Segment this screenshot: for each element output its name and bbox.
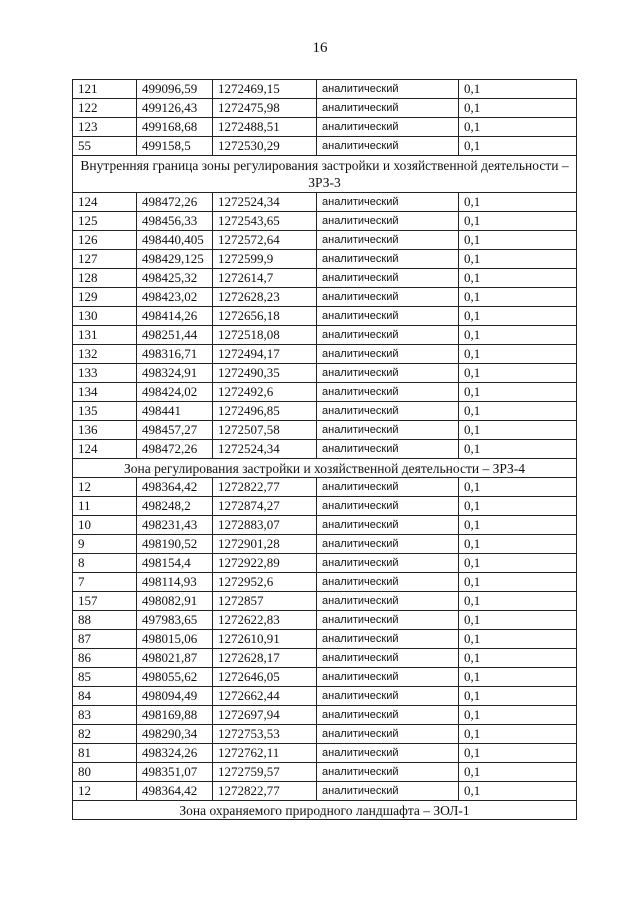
accuracy-cell: 0,1 <box>459 649 577 668</box>
y-coordinate-cell: 1272822,77 <box>213 782 317 801</box>
method-cell: аналитический <box>317 383 459 402</box>
x-coordinate-cell: 498441 <box>137 402 213 421</box>
accuracy-cell: 0,1 <box>459 402 577 421</box>
table-row <box>73 554 577 573</box>
accuracy-cell: 0,1 <box>459 288 577 307</box>
coordinates-table <box>72 79 577 820</box>
method-cell: аналитический <box>317 118 459 137</box>
accuracy-cell: 0,1 <box>459 80 577 99</box>
method-cell: аналитический <box>317 668 459 687</box>
method-cell: аналитический <box>317 497 459 516</box>
x-coordinate-cell: 499168,68 <box>137 118 213 137</box>
x-coordinate-cell: 498324,91 <box>137 364 213 383</box>
x-coordinate-cell: 498457,27 <box>137 421 213 440</box>
accuracy-cell: 0,1 <box>459 364 577 383</box>
y-coordinate-cell: 1272610,91 <box>213 630 317 649</box>
table-row <box>73 687 577 706</box>
accuracy-cell: 0,1 <box>459 668 577 687</box>
table-row <box>73 592 577 611</box>
table-row <box>73 137 577 156</box>
point-number-cell: 134 <box>73 383 137 402</box>
y-coordinate-cell: 1272952,6 <box>213 573 317 592</box>
point-number-cell: 135 <box>73 402 137 421</box>
y-coordinate-cell: 1272572,64 <box>213 231 317 250</box>
point-number-cell: 83 <box>73 706 137 725</box>
y-coordinate-cell: 1272599,9 <box>213 250 317 269</box>
y-coordinate-cell: 1272524,34 <box>213 193 317 212</box>
x-coordinate-cell: 498429,125 <box>137 250 213 269</box>
table-row <box>73 364 577 383</box>
y-coordinate-cell: 1272656,18 <box>213 307 317 326</box>
method-cell: аналитический <box>317 630 459 649</box>
accuracy-cell: 0,1 <box>459 611 577 630</box>
accuracy-cell: 0,1 <box>459 99 577 118</box>
accuracy-cell: 0,1 <box>459 440 577 459</box>
y-coordinate-cell: 1272496,85 <box>213 402 317 421</box>
method-cell: аналитический <box>317 782 459 801</box>
y-coordinate-cell: 1272518,08 <box>213 326 317 345</box>
accuracy-cell: 0,1 <box>459 269 577 288</box>
x-coordinate-cell: 499126,43 <box>137 99 213 118</box>
table-row <box>73 440 577 459</box>
y-coordinate-cell: 1272628,23 <box>213 288 317 307</box>
point-number-cell: 10 <box>73 516 137 535</box>
accuracy-cell: 0,1 <box>459 630 577 649</box>
point-number-cell: 133 <box>73 364 137 383</box>
point-number-cell: 122 <box>73 99 137 118</box>
accuracy-cell: 0,1 <box>459 706 577 725</box>
accuracy-cell: 0,1 <box>459 592 577 611</box>
method-cell: аналитический <box>317 744 459 763</box>
accuracy-cell: 0,1 <box>459 307 577 326</box>
point-number-cell: 125 <box>73 212 137 231</box>
zone-heading-row <box>73 156 577 193</box>
table-row <box>73 668 577 687</box>
method-cell: аналитический <box>317 516 459 535</box>
method-cell: аналитический <box>317 326 459 345</box>
x-coordinate-cell: 498055,62 <box>137 668 213 687</box>
y-coordinate-cell: 1272543,65 <box>213 212 317 231</box>
y-coordinate-cell: 1272530,29 <box>213 137 317 156</box>
table-row <box>73 231 577 250</box>
accuracy-cell: 0,1 <box>459 782 577 801</box>
method-cell: аналитический <box>317 725 459 744</box>
table-row <box>73 763 577 782</box>
point-number-cell: 9 <box>73 535 137 554</box>
table-row <box>73 611 577 630</box>
accuracy-cell: 0,1 <box>459 554 577 573</box>
point-number-cell: 12 <box>73 478 137 497</box>
x-coordinate-cell: 498351,07 <box>137 763 213 782</box>
point-number-cell: 130 <box>73 307 137 326</box>
y-coordinate-cell: 1272759,57 <box>213 763 317 782</box>
y-coordinate-cell: 1272646,05 <box>213 668 317 687</box>
method-cell: аналитический <box>317 706 459 725</box>
zone-heading: Зона охраняемого природного ландшафта – ЗОЛ-1 <box>73 801 577 820</box>
point-number-cell: 87 <box>73 630 137 649</box>
table-row <box>73 478 577 497</box>
x-coordinate-cell: 498169,88 <box>137 706 213 725</box>
accuracy-cell: 0,1 <box>459 212 577 231</box>
accuracy-cell: 0,1 <box>459 744 577 763</box>
accuracy-cell: 0,1 <box>459 763 577 782</box>
point-number-cell: 84 <box>73 687 137 706</box>
y-coordinate-cell: 1272697,94 <box>213 706 317 725</box>
table-row <box>73 80 577 99</box>
method-cell: аналитический <box>317 288 459 307</box>
x-coordinate-cell: 498472,26 <box>137 193 213 212</box>
point-number-cell: 85 <box>73 668 137 687</box>
x-coordinate-cell: 498248,2 <box>137 497 213 516</box>
y-coordinate-cell: 1272901,28 <box>213 535 317 554</box>
y-coordinate-cell: 1272874,27 <box>213 497 317 516</box>
accuracy-cell: 0,1 <box>459 193 577 212</box>
x-coordinate-cell: 498251,44 <box>137 326 213 345</box>
accuracy-cell: 0,1 <box>459 573 577 592</box>
accuracy-cell: 0,1 <box>459 383 577 402</box>
y-coordinate-cell: 1272857 <box>213 592 317 611</box>
point-number-cell: 8 <box>73 554 137 573</box>
method-cell: аналитический <box>317 611 459 630</box>
zone-heading-row <box>73 801 577 820</box>
method-cell: аналитический <box>317 687 459 706</box>
zone-heading: Зона регулирования застройки и хозяйственной деятельности – ЗРЗ-4 <box>73 459 577 478</box>
table-row <box>73 573 577 592</box>
x-coordinate-cell: 498364,42 <box>137 478 213 497</box>
x-coordinate-cell: 498021,87 <box>137 649 213 668</box>
method-cell: аналитический <box>317 649 459 668</box>
x-coordinate-cell: 498231,43 <box>137 516 213 535</box>
accuracy-cell: 0,1 <box>459 687 577 706</box>
point-number-cell: 136 <box>73 421 137 440</box>
point-number-cell: 124 <box>73 440 137 459</box>
table-row <box>73 288 577 307</box>
point-number-cell: 124 <box>73 193 137 212</box>
point-number-cell: 12 <box>73 782 137 801</box>
x-coordinate-cell: 498082,91 <box>137 592 213 611</box>
method-cell: аналитический <box>317 402 459 421</box>
x-coordinate-cell: 498290,34 <box>137 725 213 744</box>
y-coordinate-cell: 1272614,7 <box>213 269 317 288</box>
table-row <box>73 326 577 345</box>
y-coordinate-cell: 1272662,44 <box>213 687 317 706</box>
x-coordinate-cell: 498364,42 <box>137 782 213 801</box>
y-coordinate-cell: 1272753,53 <box>213 725 317 744</box>
y-coordinate-cell: 1272469,15 <box>213 80 317 99</box>
table-row <box>73 402 577 421</box>
x-coordinate-cell: 498472,26 <box>137 440 213 459</box>
table-row <box>73 269 577 288</box>
y-coordinate-cell: 1272524,34 <box>213 440 317 459</box>
table-row <box>73 345 577 364</box>
point-number-cell: 7 <box>73 573 137 592</box>
y-coordinate-cell: 1272488,51 <box>213 118 317 137</box>
method-cell: аналитический <box>317 80 459 99</box>
point-number-cell: 80 <box>73 763 137 782</box>
accuracy-cell: 0,1 <box>459 231 577 250</box>
method-cell: аналитический <box>317 364 459 383</box>
point-number-cell: 132 <box>73 345 137 364</box>
table-row <box>73 250 577 269</box>
table-row <box>73 649 577 668</box>
method-cell: аналитический <box>317 269 459 288</box>
x-coordinate-cell: 498094,49 <box>137 687 213 706</box>
point-number-cell: 81 <box>73 744 137 763</box>
table-row <box>73 99 577 118</box>
table-row <box>73 630 577 649</box>
x-coordinate-cell: 498154,4 <box>137 554 213 573</box>
method-cell: аналитический <box>317 137 459 156</box>
method-cell: аналитический <box>317 421 459 440</box>
y-coordinate-cell: 1272922,89 <box>213 554 317 573</box>
y-coordinate-cell: 1272822,77 <box>213 478 317 497</box>
y-coordinate-cell: 1272475,98 <box>213 99 317 118</box>
point-number-cell: 11 <box>73 497 137 516</box>
x-coordinate-cell: 498424,02 <box>137 383 213 402</box>
x-coordinate-cell: 499096,59 <box>137 80 213 99</box>
x-coordinate-cell: 497983,65 <box>137 611 213 630</box>
method-cell: аналитический <box>317 212 459 231</box>
accuracy-cell: 0,1 <box>459 345 577 364</box>
accuracy-cell: 0,1 <box>459 118 577 137</box>
table-row <box>73 118 577 137</box>
point-number-cell: 123 <box>73 118 137 137</box>
point-number-cell: 55 <box>73 137 137 156</box>
accuracy-cell: 0,1 <box>459 421 577 440</box>
table-row <box>73 516 577 535</box>
y-coordinate-cell: 1272507,58 <box>213 421 317 440</box>
accuracy-cell: 0,1 <box>459 516 577 535</box>
table-row <box>73 535 577 554</box>
method-cell: аналитический <box>317 231 459 250</box>
accuracy-cell: 0,1 <box>459 250 577 269</box>
table-row <box>73 725 577 744</box>
table-row <box>73 383 577 402</box>
x-coordinate-cell: 498190,52 <box>137 535 213 554</box>
accuracy-cell: 0,1 <box>459 497 577 516</box>
zone-heading-row <box>73 459 577 478</box>
x-coordinate-cell: 498440,405 <box>137 231 213 250</box>
accuracy-cell: 0,1 <box>459 326 577 345</box>
y-coordinate-cell: 1272494,17 <box>213 345 317 364</box>
y-coordinate-cell: 1272490,35 <box>213 364 317 383</box>
accuracy-cell: 0,1 <box>459 535 577 554</box>
point-number-cell: 128 <box>73 269 137 288</box>
accuracy-cell: 0,1 <box>459 478 577 497</box>
method-cell: аналитический <box>317 193 459 212</box>
table-row <box>73 782 577 801</box>
x-coordinate-cell: 498324,26 <box>137 744 213 763</box>
x-coordinate-cell: 498316,71 <box>137 345 213 364</box>
point-number-cell: 88 <box>73 611 137 630</box>
x-coordinate-cell: 498015,06 <box>137 630 213 649</box>
x-coordinate-cell: 499158,5 <box>137 137 213 156</box>
point-number-cell: 127 <box>73 250 137 269</box>
point-number-cell: 126 <box>73 231 137 250</box>
y-coordinate-cell: 1272492,6 <box>213 383 317 402</box>
method-cell: аналитический <box>317 250 459 269</box>
method-cell: аналитический <box>317 763 459 782</box>
table-row <box>73 212 577 231</box>
accuracy-cell: 0,1 <box>459 137 577 156</box>
method-cell: аналитический <box>317 307 459 326</box>
table-row <box>73 497 577 516</box>
table-row <box>73 744 577 763</box>
method-cell: аналитический <box>317 345 459 364</box>
point-number-cell: 82 <box>73 725 137 744</box>
point-number-cell: 121 <box>73 80 137 99</box>
y-coordinate-cell: 1272883,07 <box>213 516 317 535</box>
method-cell: аналитический <box>317 535 459 554</box>
method-cell: аналитический <box>317 592 459 611</box>
zone-heading: Внутренняя граница зоны регулирования застройки и хозяйственной деятельности – ЗРЗ-3 <box>73 156 577 193</box>
table-row <box>73 421 577 440</box>
x-coordinate-cell: 498425,32 <box>137 269 213 288</box>
method-cell: аналитический <box>317 440 459 459</box>
table-row <box>73 706 577 725</box>
x-coordinate-cell: 498114,93 <box>137 573 213 592</box>
x-coordinate-cell: 498456,33 <box>137 212 213 231</box>
method-cell: аналитический <box>317 554 459 573</box>
point-number-cell: 157 <box>73 592 137 611</box>
point-number-cell: 131 <box>73 326 137 345</box>
method-cell: аналитический <box>317 478 459 497</box>
table-row <box>73 307 577 326</box>
x-coordinate-cell: 498414,26 <box>137 307 213 326</box>
y-coordinate-cell: 1272622,83 <box>213 611 317 630</box>
y-coordinate-cell: 1272762,11 <box>213 744 317 763</box>
point-number-cell: 129 <box>73 288 137 307</box>
x-coordinate-cell: 498423,02 <box>137 288 213 307</box>
y-coordinate-cell: 1272628,17 <box>213 649 317 668</box>
page-number: 16 <box>312 40 328 56</box>
method-cell: аналитический <box>317 573 459 592</box>
table-row <box>73 193 577 212</box>
accuracy-cell: 0,1 <box>459 725 577 744</box>
coordinates-table-body <box>73 80 577 820</box>
point-number-cell: 86 <box>73 649 137 668</box>
method-cell: аналитический <box>317 99 459 118</box>
